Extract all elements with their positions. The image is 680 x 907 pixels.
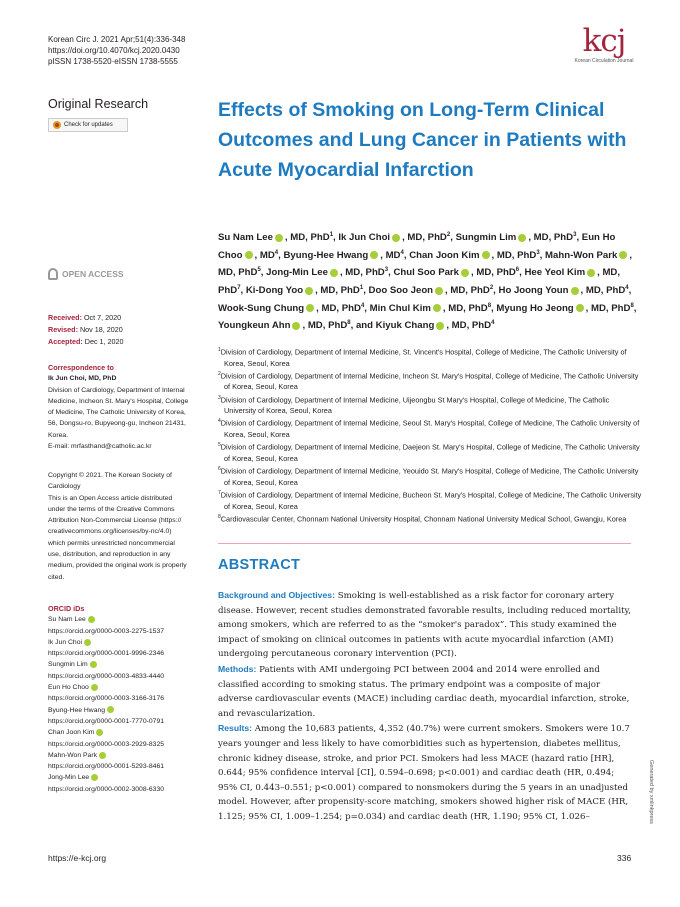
affiliation-text: Division of Cardiology, Department of Internal Medicine, St. Vincent's Hospital, College of Medicine, The Catholic University of Korea, Seoul, Korea — [220, 347, 627, 368]
author-degree: , MD, PhD — [442, 302, 488, 314]
orcid-icon[interactable] — [587, 269, 595, 277]
orcid-link[interactable]: https://orcid.org/0000-0002-3008-6330 — [48, 785, 165, 793]
orcid-icon[interactable] — [619, 251, 627, 259]
author-name: Eun Ho Choo — [218, 232, 616, 261]
orcid-link[interactable]: https://orcid.org/0000-0001-9996-2346 — [48, 650, 165, 658]
author-separator: , and — [350, 320, 376, 332]
orcid-icon[interactable] — [107, 706, 114, 713]
methods-text: Patients with AMI undergoing PCI between 2004 and 2014 were enrolled and classified according to smoking status. The primary endpoint was a composite of major adverse cardiovascular events (MACE) including cardiac death, myocardial infarction, stroke, and revascularization. — [218, 664, 630, 719]
copyright-line: under the terms of the Creative Commons — [48, 505, 175, 513]
check-for-updates-button[interactable] — [48, 118, 128, 132]
abstract-heading: ABSTRACT — [218, 557, 301, 573]
author-name: Su Nam Lee — [218, 232, 273, 244]
orcid-author-name: Mahn-Won Park — [48, 751, 97, 759]
affiliation-text: Division of Cardiology, Department of Internal Medicine, Yeouido St. Mary's Hospital, College of Medicine, The Catholic University of Korea, Seoul, Korea — [220, 466, 639, 487]
author-affiliation-mark: 2 — [446, 232, 451, 238]
orcid-author-name: Sungmin Lim — [48, 661, 88, 669]
affiliation-item — [218, 393, 643, 417]
correspondent-name: Ik Jun Choi, MD, PhD — [48, 375, 117, 383]
author-affiliation-mark: 5 — [257, 267, 261, 274]
copyright-line: Copyright © 2021. The Korean Society of — [48, 472, 172, 479]
orcid-author-row — [48, 614, 208, 625]
affiliation-number: 3 — [218, 394, 221, 401]
copyright-line: use, distribution, and reproduction in any — [48, 551, 171, 559]
author-degree: , MD, PhD — [580, 285, 626, 297]
author-degree: , MD, PhD — [339, 267, 385, 279]
author-degree: , MD, PhD — [446, 320, 492, 332]
author-separator: , — [539, 249, 546, 261]
affiliation-item — [218, 416, 643, 440]
orcid-author-row — [48, 659, 208, 670]
author-separator: , — [364, 302, 370, 314]
copyright-line: Attribution Non-Commercial License (https:// — [48, 517, 182, 525]
orcid-icon[interactable] — [433, 304, 441, 312]
correspondence-block — [48, 362, 208, 452]
received-label: Received: — [48, 313, 82, 322]
author-name: Ho Joong Youn — [498, 285, 569, 297]
orcid-icon[interactable] — [435, 287, 443, 295]
author-name: Ik Jun Choi — [338, 232, 391, 244]
affiliation-number: 5 — [218, 442, 221, 449]
article-title: Effects of Smoking on Long-Term Clinical Outcomes and Lung Cancer in Patients with Acute Myocardial Infarction — [218, 99, 627, 181]
journal-citation-block — [48, 34, 185, 67]
correspondence-line: Medicine, Incheon St. Mary's Hospital, College — [48, 397, 189, 405]
author-name: Chan Joon Kim — [409, 249, 480, 261]
orcid-author-name: Byung-Hee Hwang — [48, 706, 106, 714]
copyright-line: Cardiology — [48, 483, 81, 491]
correspondence-line: Division of Cardiology, Department of Internal — [48, 386, 185, 394]
article-dates — [48, 312, 124, 348]
orcid-icon[interactable] — [370, 251, 378, 259]
author-separator: , — [278, 249, 284, 261]
author-degree: , MD, PhD — [218, 249, 633, 279]
orcid-icon[interactable] — [292, 322, 300, 330]
correspondence-line: E-mail: mrfasthand@catholic.ac.kr — [48, 443, 152, 451]
author-separator: , — [403, 249, 410, 261]
author-affiliation-mark: 6 — [515, 267, 520, 274]
logo-tagline: Korean Circulation Journal — [574, 58, 634, 64]
affiliation-item — [218, 488, 643, 512]
author-separator: , — [450, 232, 456, 244]
affiliation-item — [218, 369, 643, 393]
author-name: Chul Soo Park — [393, 267, 460, 279]
orcid-icon[interactable] — [306, 304, 314, 312]
orcid-icon[interactable] — [330, 269, 338, 277]
orcid-icon[interactable] — [91, 684, 98, 691]
author-name: Doo Soo Jeon — [368, 285, 434, 297]
orcid-icon[interactable] — [96, 729, 103, 736]
author-separator: , — [491, 302, 497, 314]
author-name: Myung Ho Jeong — [496, 302, 574, 314]
author-name: Jong-Min Lee — [266, 267, 328, 279]
copyright-line: creativecommons.org/licenses/by-nc/4.0) — [48, 528, 172, 536]
page-number: 336 — [617, 853, 632, 863]
affiliation-item — [218, 464, 643, 488]
author-degree: , MD, PhD — [585, 302, 631, 314]
abstract-body — [218, 588, 633, 825]
orcid-author-row — [48, 637, 208, 648]
author-degree: , MD, PhD — [471, 267, 516, 279]
revised-label: Revised: — [48, 325, 78, 334]
author-affiliation-mark: 3 — [573, 232, 577, 238]
author-affiliation-mark: 3 — [384, 267, 389, 274]
author-name: Mahn-Won Park — [545, 249, 618, 261]
author-degree: , MD — [380, 249, 401, 261]
author-affiliation-mark: 4 — [360, 302, 365, 309]
orcid-icon[interactable] — [518, 234, 526, 242]
orcid-author-name: Eun Ho Choo — [48, 684, 89, 692]
author-name: Min Chul Kim — [369, 302, 431, 314]
orcid-icon[interactable] — [571, 287, 579, 295]
orcid-icon[interactable] — [88, 616, 95, 623]
correspondence-line: of Medicine, The Catholic University of Korea, — [48, 409, 186, 417]
author-separator: , — [628, 285, 632, 297]
background-label: Background and Objectives: — [218, 590, 335, 600]
logo-word: kcj — [582, 23, 626, 59]
author-separator: , — [240, 285, 246, 297]
author-affiliation-mark: 1 — [359, 285, 364, 292]
affiliation-text: Division of Cardiology, Department of Internal Medicine, Uijeongbu St Mary's Hospital, College of Medicine, The Catholic University of Korea, Seoul, Korea — [220, 395, 610, 416]
methods-label: Methods: — [218, 663, 257, 674]
orcid-icon[interactable] — [461, 269, 469, 277]
affiliation-number: 2 — [218, 370, 221, 377]
author-degree: , MD, PhD — [491, 249, 537, 261]
generator-watermark: Generated by xmlinkpress — [648, 760, 654, 824]
author-separator: , — [576, 232, 582, 244]
author-separator: , — [493, 285, 499, 297]
affiliation-text: Cardiovascular Center, Chonnam National University Hospital, Chonnam National University Medical School, Gwangju, Korea — [220, 514, 627, 524]
author-separator: , — [333, 232, 339, 244]
orcid-author-row — [48, 727, 208, 738]
issn-line: pISSN 1738-5520·eISSN 1738-5555 — [48, 57, 178, 66]
author-affiliation-mark: 4 — [400, 249, 404, 256]
journal-url-link[interactable]: https://e-kcj.org — [48, 853, 107, 863]
affiliation-number: 7 — [218, 489, 221, 496]
orcid-icon[interactable] — [99, 752, 106, 759]
crossmark-icon — [53, 121, 61, 129]
affiliation-text: Division of Cardiology, Department of Internal Medicine, Bucheon St. Mary's Hospital, College of Medicine, The Catholic University of Korea, Seoul, Korea — [220, 490, 642, 511]
open-lock-icon — [48, 268, 58, 280]
author-affiliation-mark: 3 — [536, 249, 540, 256]
author-degree: , MD, PhD — [218, 267, 621, 297]
author-name: Youngkeun Ahn — [218, 320, 291, 332]
affiliation-item — [218, 512, 643, 525]
author-degree: , MD, PhD — [445, 285, 490, 297]
orcid-link[interactable]: https://orcid.org/0000-0003-2275-1537 — [48, 627, 165, 635]
author-separator: , — [260, 267, 267, 279]
author-degree: , MD, PhD — [316, 302, 361, 314]
author-separator: , — [388, 267, 394, 279]
author-name: Hee Yeol Kim — [524, 267, 586, 279]
background-text: Smoking is well-established as a risk factor for coronary artery disease. However, recent studies demonstrated favorable results, including reduced mortality, among smokers, which are referred to as the “smoker's paradox”. This study examined the impact of smoking on clinical outcomes in patients with acute myocardial infarction (AMI) undergoing percutaneous coronary intervention (PCI). — [218, 591, 632, 660]
copyright-line: This is an Open Access article distributed — [48, 494, 173, 502]
affiliation-item — [218, 345, 643, 369]
orcid-heading: ORCID iDs — [48, 604, 85, 613]
journal-line: Korean Circ J. 2021 Apr;51(4):336-348 — [48, 35, 186, 44]
orcid-icon[interactable] — [305, 287, 313, 295]
orcid-icon[interactable] — [90, 661, 97, 668]
author-affiliation-mark: 1 — [329, 232, 334, 238]
affiliation-list — [218, 345, 643, 524]
correspondence-line: 56, Dongsu-ro, Bupyeong-gu, Incheon 21431, — [48, 420, 186, 428]
orcid-link[interactable]: https://orcid.org/0000-0003-4833-4440 — [48, 672, 165, 680]
author-separator: , — [519, 267, 525, 279]
open-access-label: OPEN ACCESS — [62, 269, 124, 279]
revised-date: Nov 18, 2020 — [79, 325, 123, 334]
author-affiliation-mark: 8 — [347, 320, 351, 327]
copyright-line: cited. — [48, 573, 65, 581]
copyright-line: medium, provided the original work is properly — [48, 562, 187, 570]
orcid-icon[interactable] — [275, 234, 283, 242]
author-degree: , MD, PhD — [528, 232, 574, 244]
affiliation-number: 6 — [218, 466, 221, 473]
open-access-badge — [48, 268, 124, 280]
orcid-author-row — [48, 750, 208, 761]
orcid-icon[interactable] — [576, 304, 584, 312]
orcid-link[interactable]: https://orcid.org/0000-0001-5293-8461 — [48, 763, 165, 771]
orcid-author-row — [48, 772, 208, 783]
orcid-icon[interactable] — [392, 234, 400, 242]
affiliation-text: Division of Cardiology, Department of Internal Medicine, Seoul St. Mary's Hospital, College of Medicine, The Catholic University of Korea, Seoul, Korea — [220, 418, 640, 440]
author-degree: , MD, PhD — [284, 232, 330, 244]
orcid-author-row — [48, 682, 208, 693]
author-affiliation-mark: 2 — [489, 285, 494, 292]
orcid-icon[interactable] — [245, 251, 253, 259]
author-separator: , — [633, 302, 637, 314]
orcid-icon[interactable] — [436, 322, 444, 330]
author-affiliation-mark: 8 — [630, 302, 634, 309]
accepted-label: Accepted: — [48, 337, 83, 346]
author-separator: , — [363, 285, 369, 297]
author-affiliation-mark: 4 — [491, 320, 495, 327]
orcid-author-name: Su Nam Lee — [48, 616, 86, 624]
results-label: Results: — [218, 723, 253, 734]
correspondence-line: Korea. — [48, 431, 69, 439]
author-name: Ki-Dong Yoo — [245, 285, 304, 297]
author-affiliation-mark: 4 — [274, 249, 279, 256]
received-date: Oct 7, 2020 — [83, 313, 122, 322]
affiliation-item — [218, 440, 643, 464]
orcid-author-row — [48, 705, 208, 716]
orcid-author-name: Jong-Min Lee — [48, 774, 90, 782]
orcid-author-name: Ik Jun Choi — [48, 638, 83, 646]
affiliation-number: 1 — [218, 347, 221, 353]
author-list — [218, 228, 638, 334]
author-affiliation-mark: 7 — [237, 285, 241, 292]
author-affiliation-mark: 4 — [625, 285, 629, 292]
orcid-icon[interactable] — [91, 774, 98, 781]
orcid-link[interactable]: https://orcid.org/0000-0003-2929-8325 — [48, 740, 165, 748]
affiliation-text: Division of Cardiology, Department of Internal Medicine, Incheon St. Mary's Hospital, College of Medicine, The Catholic University of Korea, Seoul, Korea — [220, 371, 639, 392]
author-degree: , MD, PhD — [302, 320, 348, 332]
author-degree: , MD, PhD — [402, 232, 447, 244]
affiliation-number: 8 — [218, 513, 221, 520]
doi-link[interactable]: https://doi.org/10.4070/kcj.2020.0430 — [48, 46, 180, 55]
affiliation-text: Division of Cardiology, Department of Internal Medicine, Daejeon St. Mary's Hospital, College of Medicine, The Catholic University of Korea, Seoul, Korea — [220, 442, 640, 463]
affiliation-number: 4 — [218, 418, 221, 425]
journal-logo — [572, 23, 636, 64]
article-type-label: Original Research — [48, 97, 149, 111]
author-name: Sungmin Lim — [455, 232, 517, 244]
orcid-link[interactable]: https://orcid.org/0000-0003-3166-3176 — [48, 695, 165, 703]
section-divider — [218, 543, 631, 544]
orcid-author-name: Chan Joon Kim — [48, 729, 95, 737]
author-degree: , MD, PhD — [315, 285, 360, 297]
author-degree: , MD — [254, 249, 275, 261]
accepted-date: Dec 1, 2020 — [84, 337, 124, 346]
copyright-line: which permits unrestricted noncommercial — [48, 539, 175, 547]
author-name: Kiyuk Chang — [375, 320, 435, 332]
orcid-icon[interactable] — [84, 639, 91, 646]
author-name: Byung-Hee Hwang — [283, 249, 369, 261]
copyright-block — [48, 470, 208, 583]
orcid-icon[interactable] — [482, 251, 490, 259]
orcid-block — [48, 603, 208, 795]
correspondence-heading: Correspondence to — [48, 363, 114, 372]
author-name: Wook-Sung Chung — [218, 302, 305, 314]
author-affiliation-mark: 8 — [487, 302, 492, 309]
check-updates-label: Check for updates — [64, 122, 113, 128]
results-text: Among the 10,683 patients, 4,352 (40.7%) were current smokers. Smokers were 10.7 years younger and less likely to have comorbidities such as hypertension, diabetes mellitus, chronic kidney disease, stroke, and prior PCI. Smokers had less MACE (hazard ratio [HR], 0.644; 95% confidence interval [CI], 0.594–0.698; p<0.001) and cardiac death (HR, 0.494; 95% CI, 0.443–0.551; p<0.001) compared to nonsmokers during the 5 years in an unadjusted model. However, after propensity-score matching, smokers showed higher risk of MACE (HR, 1.125; 95% CI, 1.009–1.254; p=0.034) and cardiac death (HR, 1.190; 95% CI, 1.026– — [218, 724, 630, 822]
orcid-link[interactable]: https://orcid.org/0000-0001-7770-0791 — [48, 717, 165, 725]
